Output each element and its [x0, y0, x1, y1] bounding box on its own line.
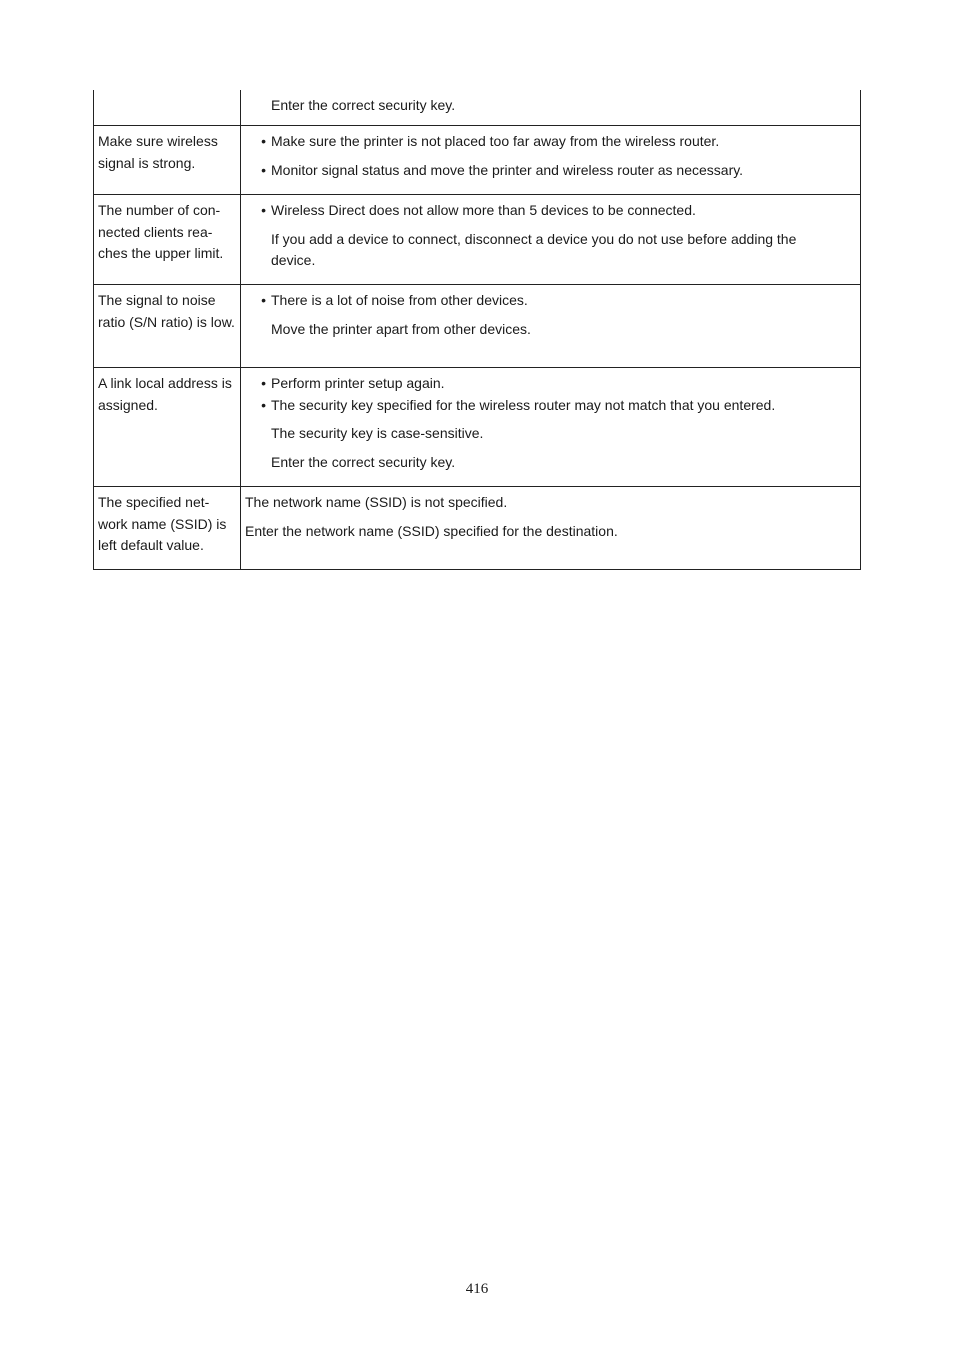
action-text: Perform printer setup again. [271, 375, 445, 391]
cause-cell: Make sure wireless signal is strong. [94, 126, 241, 194]
bullet-item [245, 395, 860, 417]
action-text: There is a lot of noise from other devices. [271, 292, 528, 308]
action-cell [241, 90, 860, 125]
bullet-icon: • [261, 202, 266, 218]
action-text: Wireless Direct does not allow more than 5 devices to be connected. [271, 202, 696, 218]
action-cell [241, 368, 860, 486]
action-text: Enter the network name (SSID) specified for the destination. [245, 522, 618, 539]
cause-cell: The signal to noise ratio (S/N ratio) is low. [94, 285, 241, 367]
bullet-icon: • [261, 133, 266, 149]
bullet-item [245, 131, 860, 153]
action-text: Make sure the printer is not placed too far away from the wireless router. [271, 133, 720, 149]
bullet-icon: • [261, 292, 266, 308]
table-row [93, 368, 861, 487]
action-cell [241, 285, 860, 367]
bullet-icon: • [261, 396, 266, 413]
action-text: Enter the correct security key. [271, 453, 456, 470]
cause-cell: A link local address is assigned. [94, 368, 241, 486]
action-cell [241, 126, 860, 194]
action-text: Move the printer apart from other devices. [271, 320, 531, 337]
table-row [93, 285, 861, 368]
cause-cell [94, 90, 241, 125]
action-text: If you add a device to connect, disconnect a device you do not use before adding the device. [271, 230, 797, 268]
bullet-icon: • [261, 161, 266, 178]
action-text: The security key specified for the wireless router may not match that you entered. [271, 396, 776, 413]
table-row [93, 90, 861, 126]
cause-cell: The specified net- work name (SSID) is left default value. [94, 487, 241, 569]
table-row [93, 487, 861, 570]
action-text: Monitor signal status and move the printer and wireless router as necessary. [271, 161, 744, 178]
action-cell [241, 195, 860, 284]
table-row [93, 195, 861, 285]
bullet-item [245, 373, 860, 395]
action-cell [241, 487, 860, 569]
bullet-item [245, 200, 860, 222]
bullet-item [245, 290, 860, 312]
action-text: The network name (SSID) is not specified. [245, 494, 508, 510]
table-row [93, 126, 861, 195]
bullet-icon: • [261, 375, 266, 391]
cause-cell: The number of con- nected clients rea- ches the upper limit. [94, 195, 241, 284]
page-number: 416 [465, 1281, 489, 1297]
action-text: Enter the correct security key. [271, 97, 456, 113]
action-text: The security key is case-sensitive. [271, 425, 484, 441]
troubleshooting-table [93, 90, 861, 570]
bullet-item [245, 160, 860, 182]
